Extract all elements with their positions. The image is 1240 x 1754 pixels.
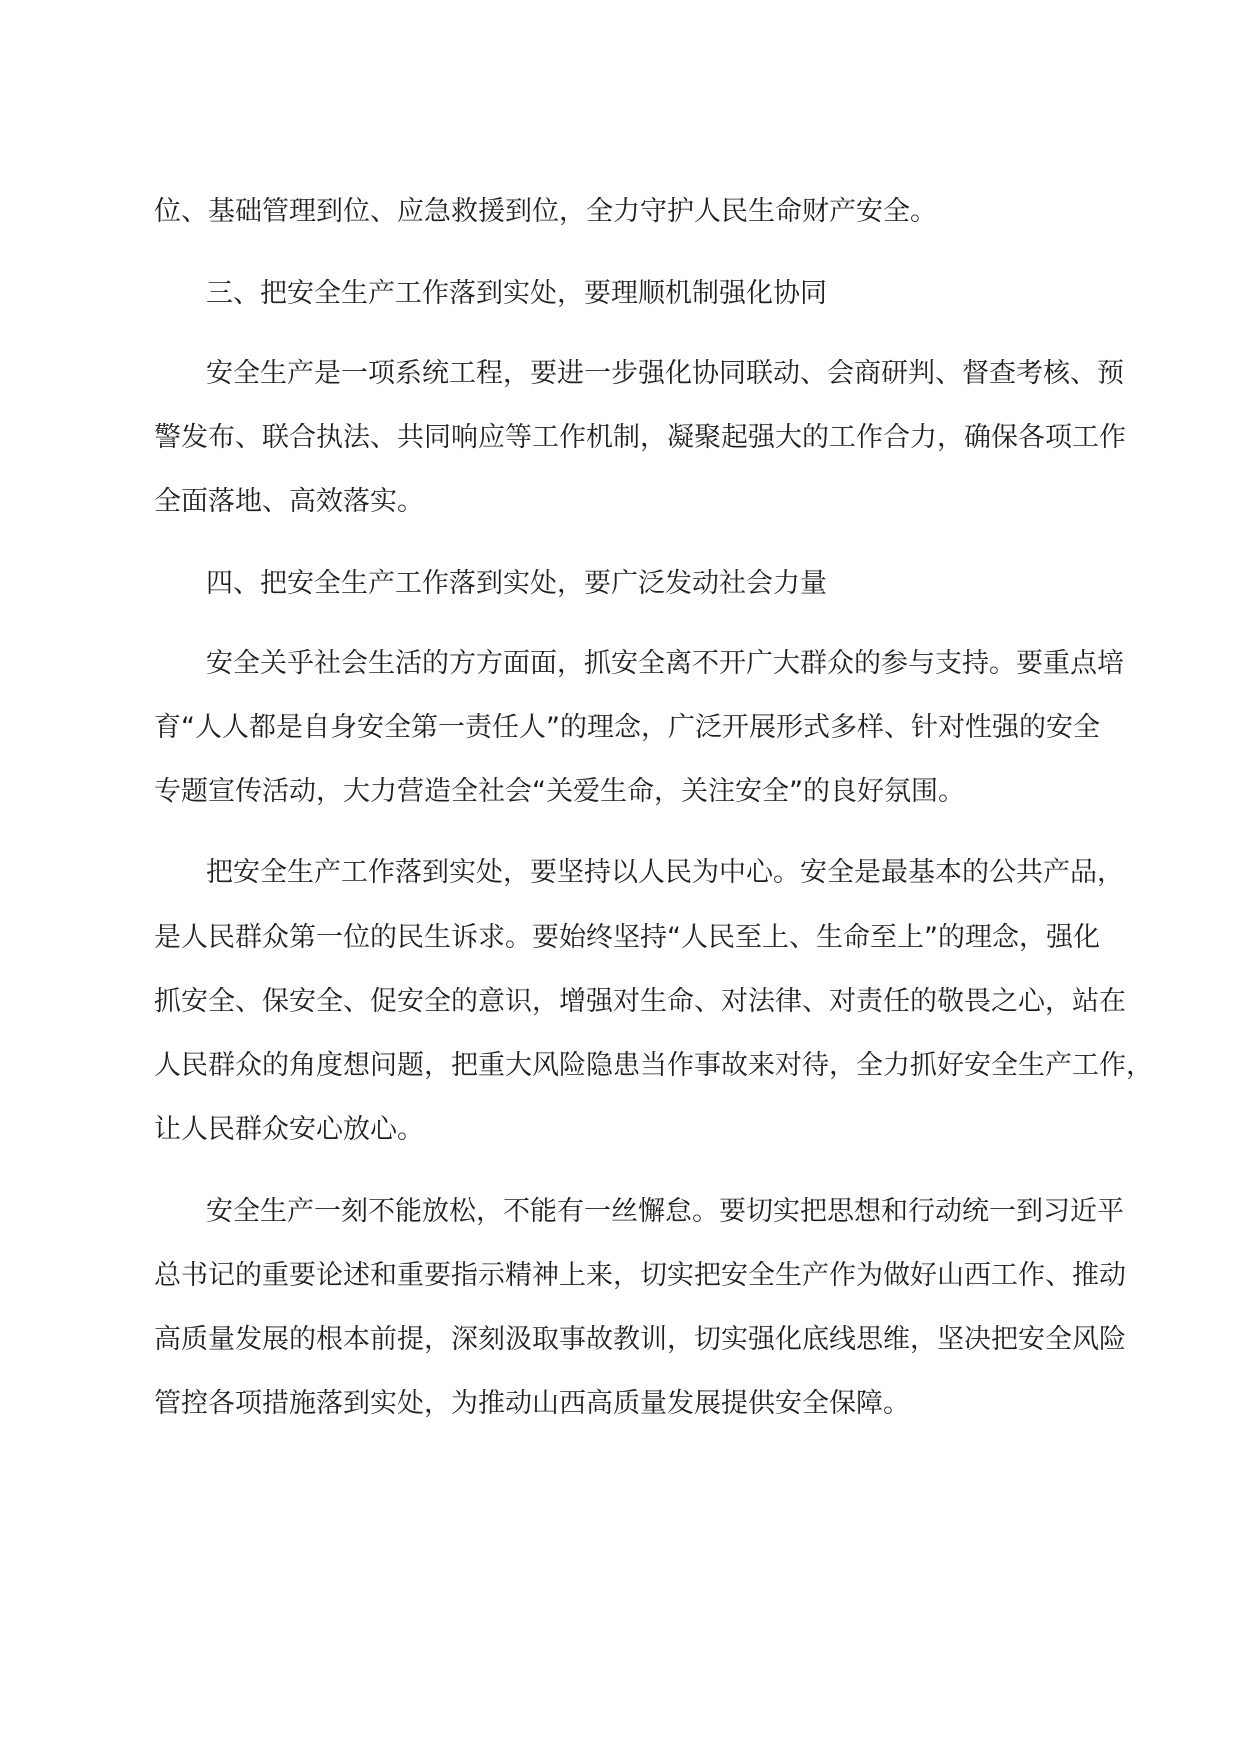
paragraph-line: 让人民群众安心放心。 — [154, 1114, 424, 1145]
paragraph-line: 抓安全、保安全、促安全的意识，增强对生命、对法律、对责任的敬畏之心，站在 — [154, 986, 1126, 1017]
paragraph-line: 警发布、联合执法、共同响应等工作机制，凝聚起强大的工作合力，确保各项工作 — [154, 422, 1126, 453]
paragraph-line: 人民群众的角度想问题，把重大风险隐患当作事故来对待，全力抓好安全生产工作， — [154, 1050, 1153, 1081]
paragraph-line: 全面落地、高效落实。 — [154, 486, 424, 517]
paragraph-line: 是人民群众第一位的民生诉求。要始终坚持“人民至上、生命至上”的理念，强化 — [154, 922, 1100, 953]
section-heading-4: 四、把安全生产工作落到实处，要广泛发动社会力量 — [206, 568, 827, 599]
paragraph-line: 安全生产是一项系统工程，要进一步强化协同联动、会商研判、督查考核、预 — [206, 358, 1124, 389]
section-heading-3: 三、把安全生产工作落到实处，要理顺机制强化协同 — [206, 278, 827, 309]
paragraph-line: 把安全生产工作落到实处，要坚持以人民为中心。安全是最基本的公共产品， — [206, 857, 1124, 888]
paragraph-line: 育“人人都是自身安全第一责任人”的理念，广泛开展形式多样、针对性强的安全 — [154, 712, 1100, 743]
paragraph-line: 管控各项措施落到实处，为推动山西高质量发展提供安全保障。 — [154, 1388, 910, 1419]
paragraph-line: 高质量发展的根本前提，深刻汲取事故教训，切实强化底线思维，坚决把安全风险 — [154, 1324, 1126, 1355]
paragraph-line: 专题宣传活动，大力营造全社会“关爱生命，关注安全”的良好氛围。 — [154, 776, 965, 807]
text-line-continuation: 位、基础管理到位、应急救援到位，全力守护人民生命财产安全。 — [154, 196, 937, 227]
paragraph-line: 安全生产一刻不能放松，不能有一丝懈怠。要切实把思想和行动统一到习近平 — [206, 1196, 1124, 1227]
paragraph-line: 安全关乎社会生活的方方面面，抓安全离不开广大群众的参与支持。要重点培 — [206, 648, 1124, 679]
paragraph-line: 总书记的重要论述和重要指示精神上来，切实把安全生产作为做好山西工作、推动 — [154, 1260, 1126, 1291]
